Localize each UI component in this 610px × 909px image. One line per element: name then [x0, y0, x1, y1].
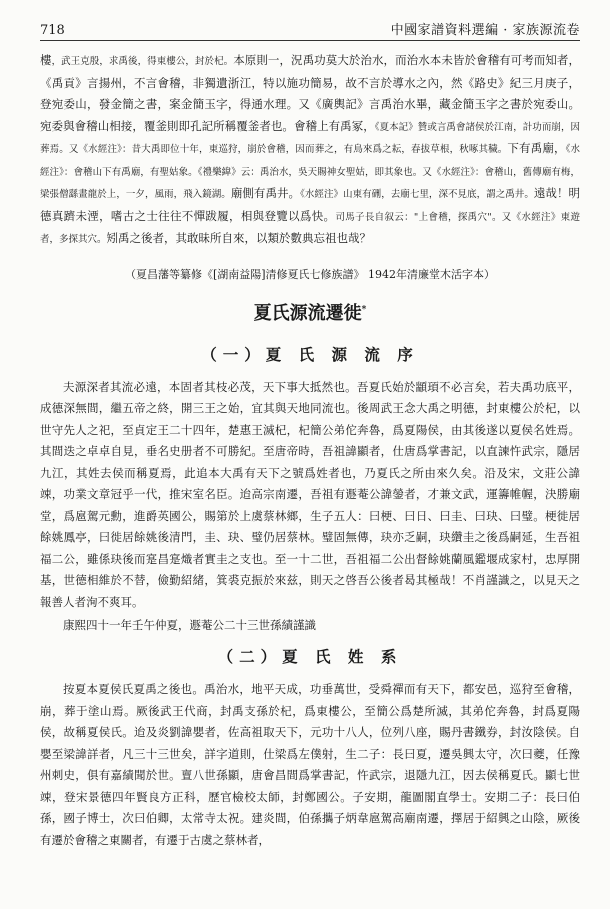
passage-text: 下有禹廟， — [507, 141, 566, 155]
inline-note: 《夏本記》贊或言禹會諸侯於江南，計功而崩，因葬焉。又《水經注》：昔大禹即位十年，東巡狩，崩於會稽，因而葬之，有鳥來爲之耘，春拔草根，秋啄其穢。 — [40, 121, 580, 155]
section-title-text: 夏氏源流遷徙 — [253, 302, 362, 324]
inline-note: 《水經注》山東有硎，去廟七里，深不見底，謂之禹井。 — [300, 189, 534, 200]
page-header — [40, 14, 580, 41]
section-title — [40, 299, 580, 325]
subsection-1-text: 夫源深者其流必遠，本固者其枝必茂，天下事大抵然也。吾夏氏始於顓頊不必言矣，若夫禹功底平，成德深無間，繼五帝之終，開三王之始，宜其與天地同流也。後周武王念大禹之明德，封東樓公於杞，以世守先人之祀，至貞定王二十四年，楚惠王滅杞，杞簡公弟佗奔魯，爲夏陽侯，由其後遂以夏侯名姓焉。其間迭之卓卓自見，垂名史册者不可勝紀。至唐帝時，吾祖諱顯者，仕唐爲掌書記，以直諫忤武宗，隱居九江，其姓去侯而稱夏焉，此追本大禹有天下之號爲姓者也，乃夏氏之所由來久矣。沿及宋，文莊公諱竦，功業文章冠乎一代，推宋室名臣。迨高宗南遷，吾祖有遯菴公諱鎣者，才兼文武，運籌帷幄，決勝廟堂，爲扈駕元勳，進爵英國公，賜第於上虞蔡林鄉，生子五人：曰梗、曰日、曰圭、曰玦、曰璧。梗徙居餘姚鳳亭，曰徙居餘姚後清門，圭、玦、璧仍居蔡林。璧固無傳，玦亦乏嗣，玦纘圭之後爲嗣延，生吾祖福二公，雖係玦後而寔昌寔熾者實圭之支也。至一十二世，吾祖福二公出督餘姚蘭風鑑堰成家村，忠厚開基，世德相維於不替，儉勤紹緒，箕裘克振於來兹，則天之啓吾公後者曷其極哉！不肖謹識之，以見天之報善人者洵不爽耳。 — [40, 379, 580, 609]
subsection-title-1: （一）夏 氏 源 流 序 — [201, 344, 419, 364]
subsection-2-text: 按夏本夏侯氏夏禹之後也。禹治水，地平天成，功垂萬世，受舜禪而有天下，都安邑，巡狩至會稽，崩，葬于塗山焉。厥後武王代商，封禹支孫於杞，爲東樓公，至簡公爲楚所滅，其弟佗奔魯，封爲夏陽侯，故稱夏侯氏。迨及炎劉諱嬰者，佐高祖取天下，元功十八人，位列八座，賜丹書鐵券，封汝陰侯。自嬰至梁諱詳者，凡三十三世矣，詳字道則，仕梁爲左僕射，生二子：長曰夏，遷吳興太守，次曰夔，任豫州刺史，俱有嘉績聞於世。亶八世孫顯，唐會昌間爲掌書記，忤武宗，退隱九江，因去侯稱夏氏。顯七世竦，登宋景德四年賢良方正科，歷官檢校太師，封鄭國公。子安期，龍圖閣直學士。安期二子：長曰伯孫，國子博士，次曰伯卿，太常寺太祝。建炎間，伯孫攜子炳韋扈駕高廟南遷，擇居于紹興之山陰，厥後有遷於會稽之東關者，有遷于古虞之蔡林者， — [40, 682, 580, 847]
passage-text: 本原則一，況禹功莫大於治水，而治水本未皆於會稽有可考而知者，《禹貢》言揚州，不言會稽，非獨遺浙江，特以施功簡易，故不言於導水之內，然《路史》紀三月庚子，登宛委山，發金簡之書，案金簡玉字，得通水理。又《廣輿記》言禹治水畢，藏金簡玉字之書於宛委山。宛委與會稽山相接，覆釜則即孔記所稱覆釜者也。會稽上有禹冢， — [40, 53, 580, 133]
page-number: 718 — [40, 23, 65, 38]
passage-text: 遠哉！明德真躋未湮，嗜古之士往往不憚跋履，相與登覽以爲快。 — [40, 186, 580, 223]
footnote-mark: * — [361, 304, 367, 315]
inline-note: ，武王克殷，求禹後，得東樓公，封於杞。 — [51, 56, 234, 67]
inline-note: 《水經注》：會稽山下有禹廟，有聖姑象。《禮樂緯》云：禹治水，吳天賜神女聖姑，即其象也。又《水經注》：會稽山，舊傳廟有梅，梁張僧繇畫龍於上，一夕，風雨，飛入鏡湖。 — [40, 144, 580, 200]
passage-text: 樓 — [40, 53, 52, 67]
page-content — [40, 50, 580, 851]
inline-note: 司馬子長自叙云："上會稽，探禹穴"。又《水經注》東遊者，多探其穴。 — [40, 211, 580, 245]
subsection-title-2: （二）夏 氏 姓 系 — [217, 647, 403, 666]
running-title: 中國家譜資料選編 · 家族源流卷 — [390, 23, 580, 38]
passage-text: 矧禹之後者，其敢昧所自來，以類於數典忘祖也哉？ — [106, 231, 372, 245]
source-citation: （夏昌藩等纂修《[湖南益陽]清修夏氏七修族譜》 1942年清廉堂木活字本） — [124, 267, 496, 281]
passage-text: 廟側有禹井。 — [230, 186, 301, 200]
preface-signature: 康熙四十一年壬午仲夏，遯菴公二十三世孫績謹識 — [63, 618, 316, 632]
top-passage — [40, 50, 580, 251]
